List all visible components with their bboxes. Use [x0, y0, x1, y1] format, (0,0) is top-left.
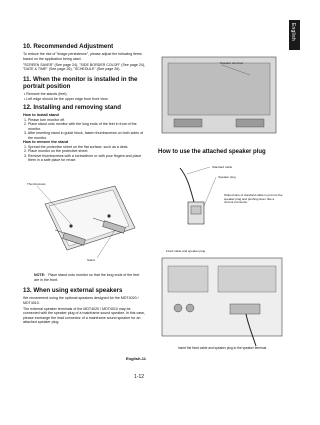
section-10-title: 10. Recommended Adjustment	[23, 43, 114, 50]
install-stand-heading: How to install stand	[23, 113, 59, 117]
speaker-plug-figure	[160, 158, 285, 348]
stripped-wire-label: Striped wire of standard cable is put into the speaker plug and pushing lever, like a current connector.	[224, 194, 283, 205]
section-10-body-2: "SCREEN SAVER" (See page 24), "SIDE BORDER COLOR" (See page 24), "DATE & TIME" (See page 26), "SCHEDULE" (See page 26).	[23, 62, 146, 71]
install-step: 2. Place stand onto monitor with the long ends of the feet in front of the monitor.	[24, 122, 137, 131]
remove-step: 3. Remove thumbscrews with a screwdriver or with your fingers and place them in a safe place for reuse.	[24, 153, 142, 163]
section-12-title: 12. Installing and removing stand	[23, 104, 121, 111]
standard-cable-label: Standard cable	[212, 165, 233, 169]
speaker-terminal-figure	[160, 55, 278, 135]
standard-cable	[180, 168, 194, 202]
page-number: 1-12	[134, 374, 145, 380]
note-label: NOTE:	[34, 273, 46, 277]
install-step: 1. Please turn monitor off.	[24, 117, 66, 122]
section-13-title: 13. When using external speakers	[23, 287, 123, 294]
remove-step: 2. Place monitor on the protective sheet.	[24, 149, 89, 154]
install-step: 3. After inserting stand in guide block, fasten thumbscrews on both sides of the monitor.	[24, 131, 144, 140]
thumbscrews-label: Thumbscrews	[27, 182, 46, 186]
language-tab-label: English	[290, 23, 296, 41]
speaker-plug-title: How to use the attached speaker plug	[158, 149, 266, 155]
speaker-plug-label: Speaker plug	[218, 175, 236, 179]
language-tab	[289, 20, 300, 50]
insert-cable-caption: Insert the fixed cable and speaker plug to the speaker terminal.	[178, 346, 267, 350]
thumbscrew-icon	[69, 224, 72, 227]
section-13	[23, 287, 148, 326]
speaker-terminal-label: Speaker terminal	[220, 61, 243, 65]
stand-installation-figure	[25, 178, 145, 262]
fixed-cable-label: Fixed cable and speaker plug	[166, 249, 206, 253]
thumbscrew-icon	[107, 214, 110, 217]
page-label: English-11	[126, 356, 147, 361]
section-11-item: • Remove the stands (feet).	[24, 92, 68, 96]
left-column	[23, 43, 148, 163]
section-13-body-1: We recommend using the optional speakers designed for the MDT4020 / MDT4010.	[23, 296, 139, 305]
stand-label: Stand	[87, 258, 95, 262]
section-11-item: • Left edge should be the upper edge from front view.	[24, 96, 109, 101]
remove-stand-heading: How to remove the stand	[23, 140, 69, 145]
section-13-body-2: The external speaker terminals of the MDT4020 / MDT4010 may be connected with the speaker plug of a mainframe sound speaker. In this case, please exchange the lead connector of a mainframe sound speaker for an attached speaker plug.	[23, 306, 146, 324]
remove-step: 1. Spread the protective sheet on the flat surface, such as a desk.	[24, 144, 129, 149]
section-11-title: 11. When the monitor is installed in the portrait position	[23, 76, 138, 90]
note-text: Place stand onto monitor so that the long ends of the feet are in the front.	[34, 273, 140, 282]
section-10-body-1: To reduce the risk of "image persistence", please adjust the following items based on the application being used.	[23, 52, 142, 61]
note	[34, 273, 144, 282]
